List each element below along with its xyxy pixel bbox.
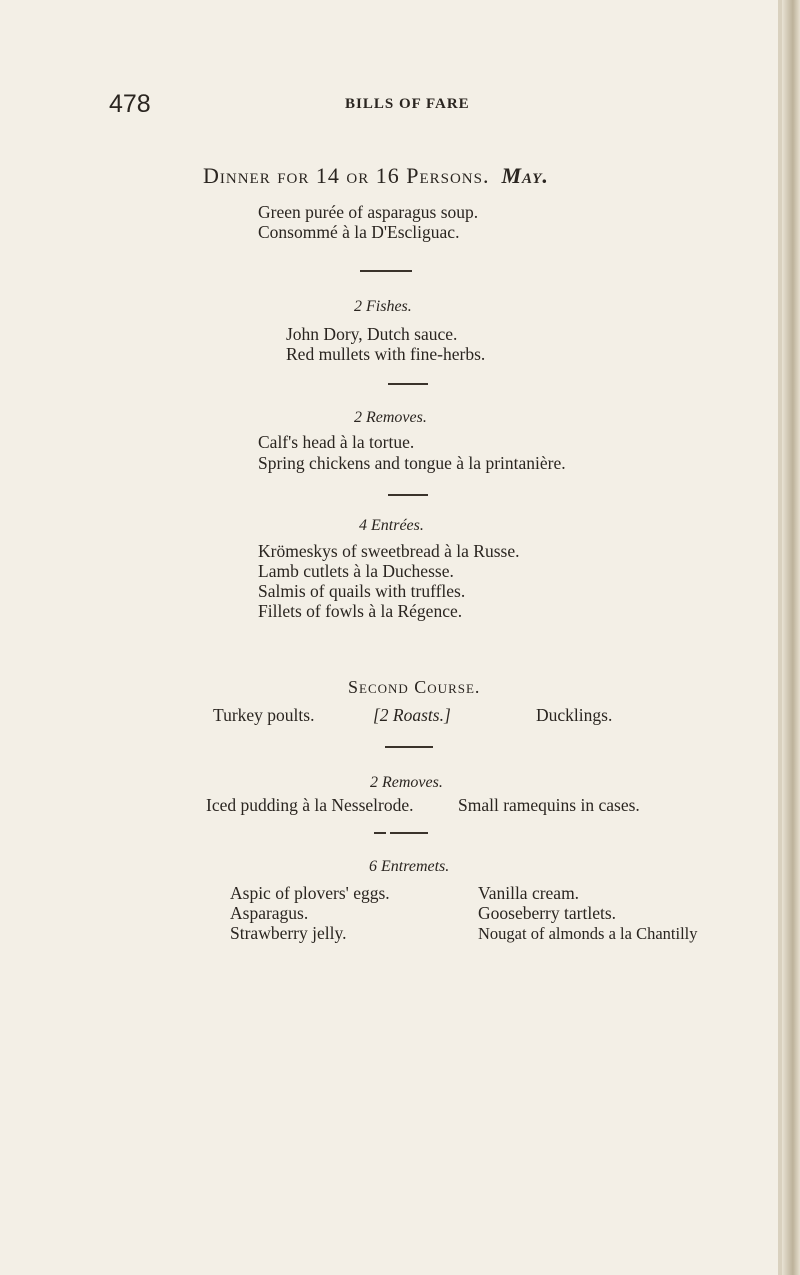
entremets-label: 6 Entremets. (369, 858, 450, 875)
entremet-left-item: Asparagus. (230, 903, 309, 923)
menu-title: Dinner for 14 or 16 Persons. (203, 163, 490, 188)
second-removes-label: 2 Removes. (370, 774, 443, 791)
running-title: BILLS OF FARE (345, 96, 470, 112)
entremet-right-item: Nougat of almonds a la Chantilly (478, 924, 698, 943)
second-remove-left: Iced pudding à la Nesselrode. (206, 795, 414, 815)
page-edge (782, 0, 800, 1275)
entree-item: Salmis of quails with truffles. (258, 581, 466, 601)
fish-item: Red mullets with fine-herbs. (286, 344, 486, 364)
remove-item: Calf's head à la tortue. (258, 432, 415, 452)
second-remove-right: Small ramequins in cases. (458, 795, 640, 815)
entrees-label: 4 Entrées. (359, 517, 424, 534)
fishes-label: 2 Fishes. (354, 298, 412, 315)
divider (388, 383, 428, 385)
entree-item: Krömeskys of sweetbread à la Russe. (258, 541, 520, 561)
soup-item: Green purée of asparagus soup. (258, 202, 479, 222)
menu-month: May. (501, 163, 549, 188)
divider (360, 270, 412, 272)
roast-left: Turkey poults. (213, 705, 315, 725)
entree-item: Lamb cutlets à la Duchesse. (258, 561, 454, 581)
divider (388, 494, 428, 496)
second-course-title: Second Course. (348, 677, 481, 697)
roasts-label-text: [2 Roasts.] (373, 705, 451, 725)
entree-item: Fillets of fowls à la Régence. (258, 601, 463, 621)
page-number: 478 (109, 90, 151, 118)
removes-label: 2 Removes. (354, 409, 427, 426)
soup-item: Consommé à la D'Escliguac. (258, 222, 460, 242)
fish-item: John Dory, Dutch sauce. (286, 324, 458, 344)
menu-heading (203, 163, 549, 189)
divider (374, 832, 386, 834)
entremet-right-item: Vanilla cream. (478, 883, 580, 903)
divider (390, 832, 428, 834)
entremet-left-item: Aspic of plovers' eggs. (230, 883, 390, 903)
roast-right: Ducklings. (536, 705, 613, 725)
entremet-right-item: Gooseberry tartlets. (478, 903, 617, 923)
entremet-left-item: Strawberry jelly. (230, 923, 347, 943)
roasts-label (373, 705, 451, 726)
divider (385, 746, 433, 748)
remove-item: Spring chickens and tongue à la printanière. (258, 453, 566, 473)
